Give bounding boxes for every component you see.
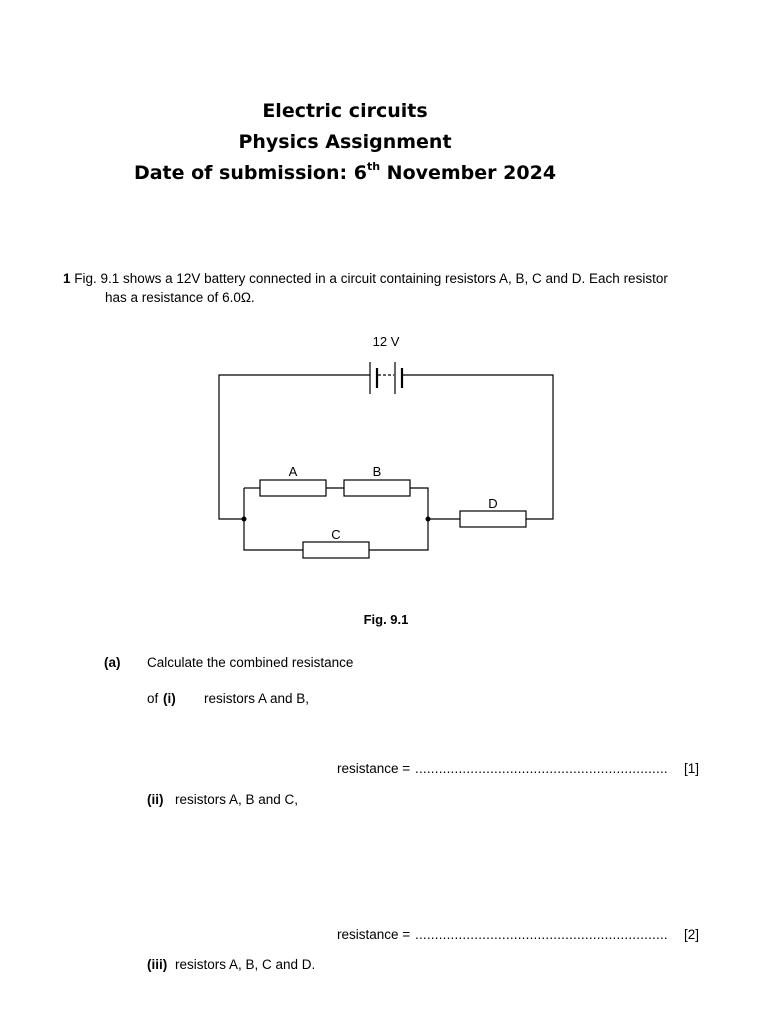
figure-caption: Fig. 9.1 [363,612,409,627]
title-line-3 [0,158,690,189]
wire-top-left [219,375,370,519]
sub-iii-text: resistors A, B, C and D. [175,957,316,972]
mark-ii: [2] [684,927,700,942]
sub-i-label: (i) [163,691,176,706]
question-number: 1 [63,271,71,286]
mark-i: [1] [684,761,700,776]
battery-label: 12 V [372,334,400,349]
junction-left [242,517,247,522]
part-a-text: Calculate the combined resistance [147,655,354,670]
sub-ii-label: (ii) [147,792,164,807]
circuit-diagram [0,325,768,575]
submission-date-rest: November 2024 [380,162,557,184]
answer-label-ii: resistance = [337,927,411,942]
label-d: D [488,496,498,511]
document-title [0,96,690,189]
resistor-b [344,480,410,496]
part-a-label: (a) [104,655,121,670]
sub-i-text: resistors A and B, [204,691,310,706]
question-1-intro [63,269,713,307]
answer-line-i[interactable]: ................................................................ [415,761,668,776]
junction-right [426,517,431,522]
sub-i-prefix: of [147,691,159,706]
answer-line-ii[interactable]: ................................................................ [415,927,668,942]
title-line-2: Physics Assignment [238,131,452,153]
sub-iii-label: (iii) [147,957,168,972]
label-a: A [288,464,298,479]
question-intro-line-1: Fig. 9.1 shows a 12V battery connected in a circuit containing resistors A, B, C and D. Each resistor [74,271,668,286]
resistor-a [260,480,326,496]
resistor-c [303,542,369,558]
answer-label-i: resistance = [337,761,411,776]
wire-top-right [402,375,553,519]
label-c: C [331,527,341,542]
question-intro-line-2: has a resistance of 6.0Ω. [105,290,255,305]
sub-ii-text: resistors A, B and C, [175,792,299,807]
label-b: B [372,464,382,479]
submission-date-suffix-sup: th [366,159,381,173]
submission-date-prefix: Date of submission: 6 [133,162,367,184]
title-line-1: Electric circuits [262,100,428,122]
wire-b-right [369,488,428,550]
resistor-d [460,511,526,527]
wire-parallel-left [244,488,303,550]
